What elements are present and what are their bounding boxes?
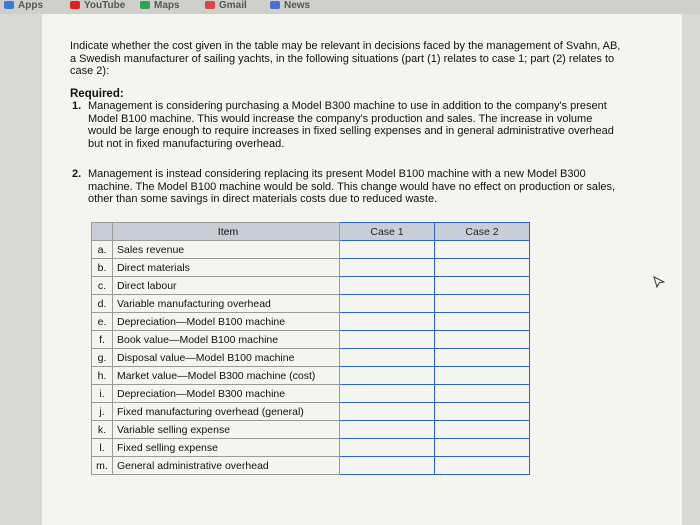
row-letter: d.: [92, 295, 113, 313]
row-letter: g.: [92, 349, 113, 367]
table-row: [92, 421, 530, 439]
bookmark-gmail[interactable]: Gmail: [205, 0, 247, 11]
row-letter: e.: [92, 313, 113, 331]
table-row: [92, 457, 530, 475]
header-item: Item: [113, 223, 340, 241]
case-1-input[interactable]: [340, 331, 435, 349]
row-item: Fixed manufacturing overhead (general): [113, 403, 340, 421]
case-2-input[interactable]: [435, 349, 530, 367]
case-1-input[interactable]: [340, 349, 435, 367]
table-row: [92, 367, 530, 385]
row-letter: l.: [92, 439, 113, 457]
row-letter: j.: [92, 403, 113, 421]
row-letter: h.: [92, 367, 113, 385]
question-text: Management is considering purchasing a Model B300 machine to use in addition to the company's present Model B100 machine. This would increase the company's production and sales. The increase in volume would be large enough to require increases in fixed selling expenses and in general administrative overhead but not in fixed manufacturing overhead.: [88, 100, 614, 150]
row-letter: c.: [92, 277, 113, 295]
table-row: [92, 331, 530, 349]
question-number: 1.: [72, 100, 82, 112]
case-2-input[interactable]: [435, 313, 530, 331]
table-row: [92, 403, 530, 421]
required-heading: Required:: [70, 88, 124, 100]
row-letter: i.: [92, 385, 113, 403]
row-item: Disposal value—Model B100 machine: [113, 349, 340, 367]
youtube-icon: [70, 1, 80, 9]
question-text: Management is instead considering replacing its present Model B100 machine with a new Model B300 machine. The Model B100 machine would be sold. This change would have no effect on production or sales, other than some savings in direct materials costs due to reduced waste.: [88, 168, 616, 205]
case-2-input[interactable]: [435, 295, 530, 313]
row-item: Depreciation—Model B100 machine: [113, 313, 340, 331]
case-1-input[interactable]: [340, 439, 435, 457]
row-letter: f.: [92, 331, 113, 349]
row-item: Direct materials: [113, 259, 340, 277]
case-2-input[interactable]: [435, 385, 530, 403]
maps-icon: [140, 1, 150, 9]
table-row: [92, 259, 530, 277]
header-blank: [92, 223, 113, 241]
apps-icon: [4, 1, 14, 9]
case-1-input[interactable]: [340, 385, 435, 403]
bookmark-news[interactable]: News: [270, 0, 310, 11]
row-item: Variable manufacturing overhead: [113, 295, 340, 313]
case-2-input[interactable]: [435, 331, 530, 349]
cursor-icon: [653, 276, 665, 288]
table-row: [92, 241, 530, 259]
row-item: Variable selling expense: [113, 421, 340, 439]
cost-relevance-table: [91, 222, 530, 475]
case-2-input[interactable]: [435, 241, 530, 259]
table-row: [92, 439, 530, 457]
case-1-input[interactable]: [340, 421, 435, 439]
row-letter: m.: [92, 457, 113, 475]
case-2-input[interactable]: [435, 421, 530, 439]
table-row: [92, 349, 530, 367]
row-letter: a.: [92, 241, 113, 259]
case-2-input[interactable]: [435, 457, 530, 475]
question-page: [42, 14, 682, 525]
case-1-input[interactable]: [340, 241, 435, 259]
row-item: General administrative overhead: [113, 457, 340, 475]
case-1-input[interactable]: [340, 457, 435, 475]
table-row: [92, 313, 530, 331]
case-1-input[interactable]: [340, 313, 435, 331]
table-row: [92, 295, 530, 313]
case-1-input[interactable]: [340, 295, 435, 313]
question-number: 2.: [72, 168, 82, 180]
row-item: Sales revenue: [113, 241, 340, 259]
row-item: Depreciation—Model B300 machine: [113, 385, 340, 403]
bookmark-maps[interactable]: Maps: [140, 0, 180, 11]
bookmark-youtube[interactable]: YouTube: [70, 0, 125, 11]
row-letter: b.: [92, 259, 113, 277]
row-item: Market value—Model B300 machine (cost): [113, 367, 340, 385]
case-2-input[interactable]: [435, 259, 530, 277]
bookmark-apps[interactable]: Apps: [4, 0, 43, 11]
news-icon: [270, 1, 280, 9]
header-case-2: Case 2: [435, 223, 530, 241]
header-case-1: Case 1: [340, 223, 435, 241]
intro-text: Indicate whether the cost given in the table may be relevant in decisions faced by the management of Svahn, AB, a Swedish manufacturer of sailing yachts, in the following situations (part (1) relates to case 1; part (2) relates to case 2):: [70, 40, 621, 77]
row-item: Direct labour: [113, 277, 340, 295]
case-2-input[interactable]: [435, 367, 530, 385]
gmail-icon: [205, 1, 215, 9]
table-row: [92, 385, 530, 403]
case-1-input[interactable]: [340, 277, 435, 295]
case-2-input[interactable]: [435, 403, 530, 421]
case-2-input[interactable]: [435, 277, 530, 295]
case-1-input[interactable]: [340, 403, 435, 421]
row-letter: k.: [92, 421, 113, 439]
case-2-input[interactable]: [435, 439, 530, 457]
row-item: Book value—Model B100 machine: [113, 331, 340, 349]
row-item: Fixed selling expense: [113, 439, 340, 457]
case-1-input[interactable]: [340, 259, 435, 277]
bookmarks-bar: [0, 0, 700, 14]
table-row: [92, 277, 530, 295]
case-1-input[interactable]: [340, 367, 435, 385]
